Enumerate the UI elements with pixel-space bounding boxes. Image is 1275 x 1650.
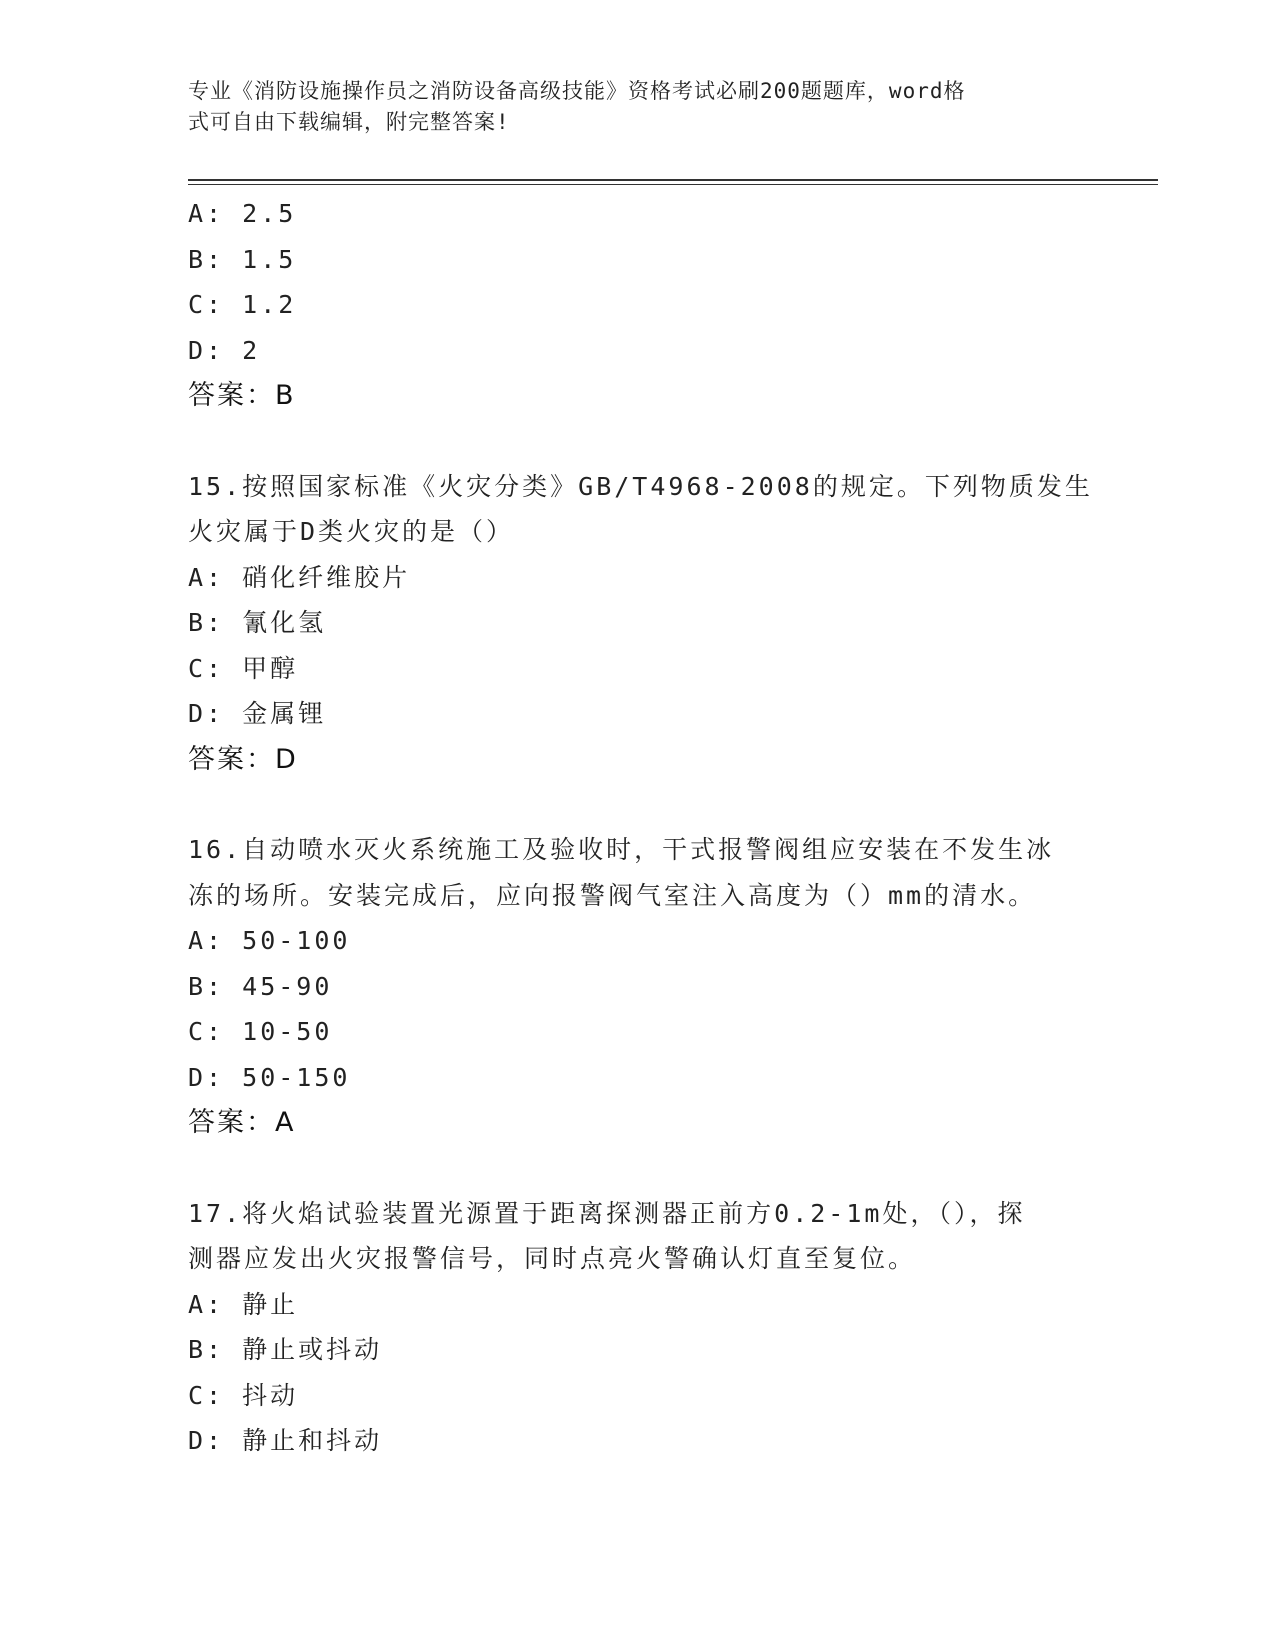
spacer <box>188 419 1088 464</box>
question-stem-line-1: 17.将火焰试验装置光源置于距离探测器正前方0.2-1m处，（），探 <box>188 1198 1026 1228</box>
option-b: B: 氰化氢 <box>188 608 327 637</box>
question-stem-line-2: 测器应发出火灾报警信号，同时点亮火警确认灯直至复位。 <box>188 1244 917 1273</box>
answer-line: 答案：D <box>188 743 298 775</box>
document-header <box>188 76 1088 138</box>
question-17 <box>188 1191 1088 1464</box>
option-b: B: 45-90 <box>188 971 333 1001</box>
answer-line: 答案：A <box>188 1107 296 1138</box>
answer-line: 答案：B <box>188 380 296 411</box>
option-c: C: 1.2 <box>188 290 297 319</box>
option-d: D: 2 <box>188 335 261 365</box>
option-a: A: 50-100 <box>188 926 351 955</box>
option-c: C: 抖动 <box>188 1380 299 1410</box>
question-stem-line-2: 火灾属于D类火灾的是（） <box>188 517 515 546</box>
option-d: D: 静止和抖动 <box>188 1426 383 1455</box>
option-d: D: 50-150 <box>188 1062 351 1092</box>
header-rule-thin <box>188 184 1158 185</box>
option-d: D: 金属锂 <box>188 699 327 728</box>
option-b: B: 静止或抖动 <box>188 1335 383 1364</box>
question-15 <box>188 464 1093 783</box>
question-list <box>188 191 1093 1464</box>
option-b: B: 1.5 <box>188 244 297 274</box>
header-line-1: 专业《消防设施操作员之消防设备高级技能》资格考试必刷200题题库，word格 <box>188 79 966 103</box>
spacer <box>188 1146 1088 1191</box>
option-c: C: 10-50 <box>188 1017 333 1046</box>
header-rule-thick <box>188 179 1158 181</box>
spacer <box>188 782 1088 827</box>
option-a: A: 静止 <box>188 1289 299 1319</box>
option-a: A: 硝化纤维胶片 <box>188 562 411 592</box>
question-16 <box>188 827 1088 1146</box>
question-stem-line-2: 冻的场所。安装完成后，应向报警阀气室注入高度为（）mm的清水。 <box>188 880 1037 910</box>
option-a: A: 2.5 <box>188 199 297 228</box>
question-14 <box>188 191 1088 419</box>
option-c: C: 甲醇 <box>188 653 299 683</box>
header-line-2: 式可自由下载编辑，附完整答案! <box>188 110 510 134</box>
question-stem-line-1: 16.自动喷水灭火系统施工及验收时，干式报警阀组应安装在不发生冰 <box>188 835 1055 864</box>
question-stem-line-1: 15.按照国家标准《火灾分类》GB/T4968-2008的规定。下列物质发生 <box>188 471 1093 501</box>
